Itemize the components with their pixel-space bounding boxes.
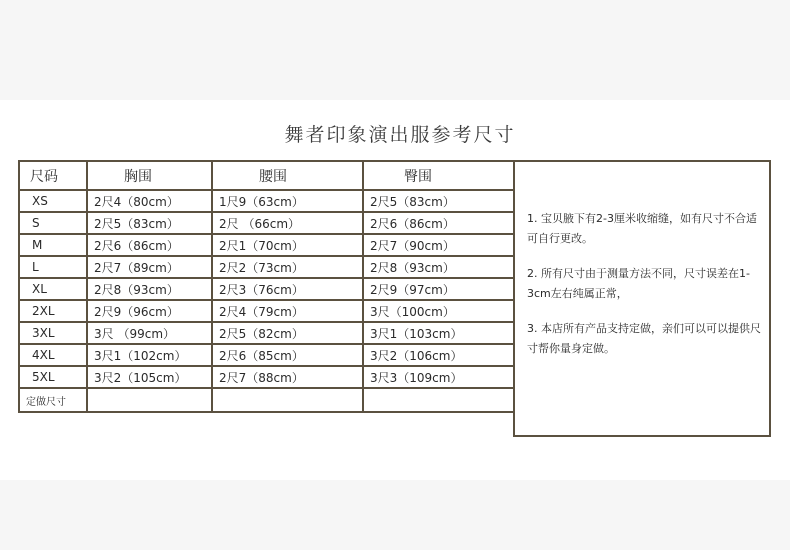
- size-cell: S: [19, 212, 87, 234]
- chest-cell: 2尺8（93cm）: [87, 278, 212, 300]
- table-row: [19, 212, 514, 234]
- table-row: [19, 366, 514, 388]
- chest-cell: 3尺1（102cm）: [87, 344, 212, 366]
- hip-cell: 3尺1（103cm）: [363, 322, 514, 344]
- custom-size-row: [19, 388, 514, 412]
- hip-cell: 2尺9（97cm）: [363, 278, 514, 300]
- note-3: 3. 本店所有产品支持定做，亲们可以可以提供尺寸帮你量身定做。: [527, 322, 761, 355]
- waist-cell: 2尺5（82cm）: [212, 322, 363, 344]
- table-header-row: [19, 161, 514, 190]
- size-cell: XL: [19, 278, 87, 300]
- hip-cell: 3尺3（109cm）: [363, 366, 514, 388]
- page-title: 舞者印象演出服参考尺寸: [284, 124, 516, 146]
- custom-size-label: 定做尺寸: [19, 388, 87, 412]
- custom-waist-cell: [212, 388, 363, 412]
- table-row: [19, 256, 514, 278]
- hip-cell: 3尺2（106cm）: [363, 344, 514, 366]
- chest-cell: 2尺5（83cm）: [87, 212, 212, 234]
- chest-cell: 2尺7（89cm）: [87, 256, 212, 278]
- hip-cell: 2尺8（93cm）: [363, 256, 514, 278]
- waist-cell: 2尺3（76cm）: [212, 278, 363, 300]
- table-row: [19, 322, 514, 344]
- waist-cell: 2尺4（79cm）: [212, 300, 363, 322]
- hip-cell: 3尺（100cm）: [363, 300, 514, 322]
- table-row: [19, 344, 514, 366]
- size-chart-table: [18, 160, 515, 413]
- table-row: [19, 300, 514, 322]
- note-1: 1. 宝贝腋下有2-3厘米收缩缝，如有尺寸不合适可自行更改。: [527, 212, 757, 245]
- hip-cell: 2尺6（86cm）: [363, 212, 514, 234]
- size-cell: M: [19, 234, 87, 256]
- note-2: 2. 所有尺寸由于测量方法不同，尺寸误差在1-3cm左右纯属正常，: [527, 267, 750, 300]
- waist-cell: 2尺 （66cm）: [212, 212, 363, 234]
- waist-cell: 2尺1（70cm）: [212, 234, 363, 256]
- header-waist: 腰围: [212, 161, 363, 190]
- size-cell: 2XL: [19, 300, 87, 322]
- size-cell: L: [19, 256, 87, 278]
- waist-cell: 2尺6（85cm）: [212, 344, 363, 366]
- custom-chest-cell: [87, 388, 212, 412]
- hip-cell: 2尺7（90cm）: [363, 234, 514, 256]
- waist-cell: 1尺9（63cm）: [212, 190, 363, 212]
- size-cell: 4XL: [19, 344, 87, 366]
- size-cell: XS: [19, 190, 87, 212]
- header-hip: 臀围: [363, 161, 514, 190]
- table-row: [19, 190, 514, 212]
- size-cell: 3XL: [19, 322, 87, 344]
- chest-cell: 2尺9（96cm）: [87, 300, 212, 322]
- notes-box: [513, 160, 771, 437]
- waist-cell: 2尺2（73cm）: [212, 256, 363, 278]
- table-row: [19, 234, 514, 256]
- size-cell: 5XL: [19, 366, 87, 388]
- chest-cell: 3尺2（105cm）: [87, 366, 212, 388]
- chest-cell: 2尺4（80cm）: [87, 190, 212, 212]
- header-size: 尺码: [19, 161, 87, 190]
- header-chest: 胸围: [87, 161, 212, 190]
- chest-cell: 2尺6（86cm）: [87, 234, 212, 256]
- custom-hip-cell: [363, 388, 514, 412]
- waist-cell: 2尺7（88cm）: [212, 366, 363, 388]
- chest-cell: 3尺 （99cm）: [87, 322, 212, 344]
- table-row: [19, 278, 514, 300]
- hip-cell: 2尺5（83cm）: [363, 190, 514, 212]
